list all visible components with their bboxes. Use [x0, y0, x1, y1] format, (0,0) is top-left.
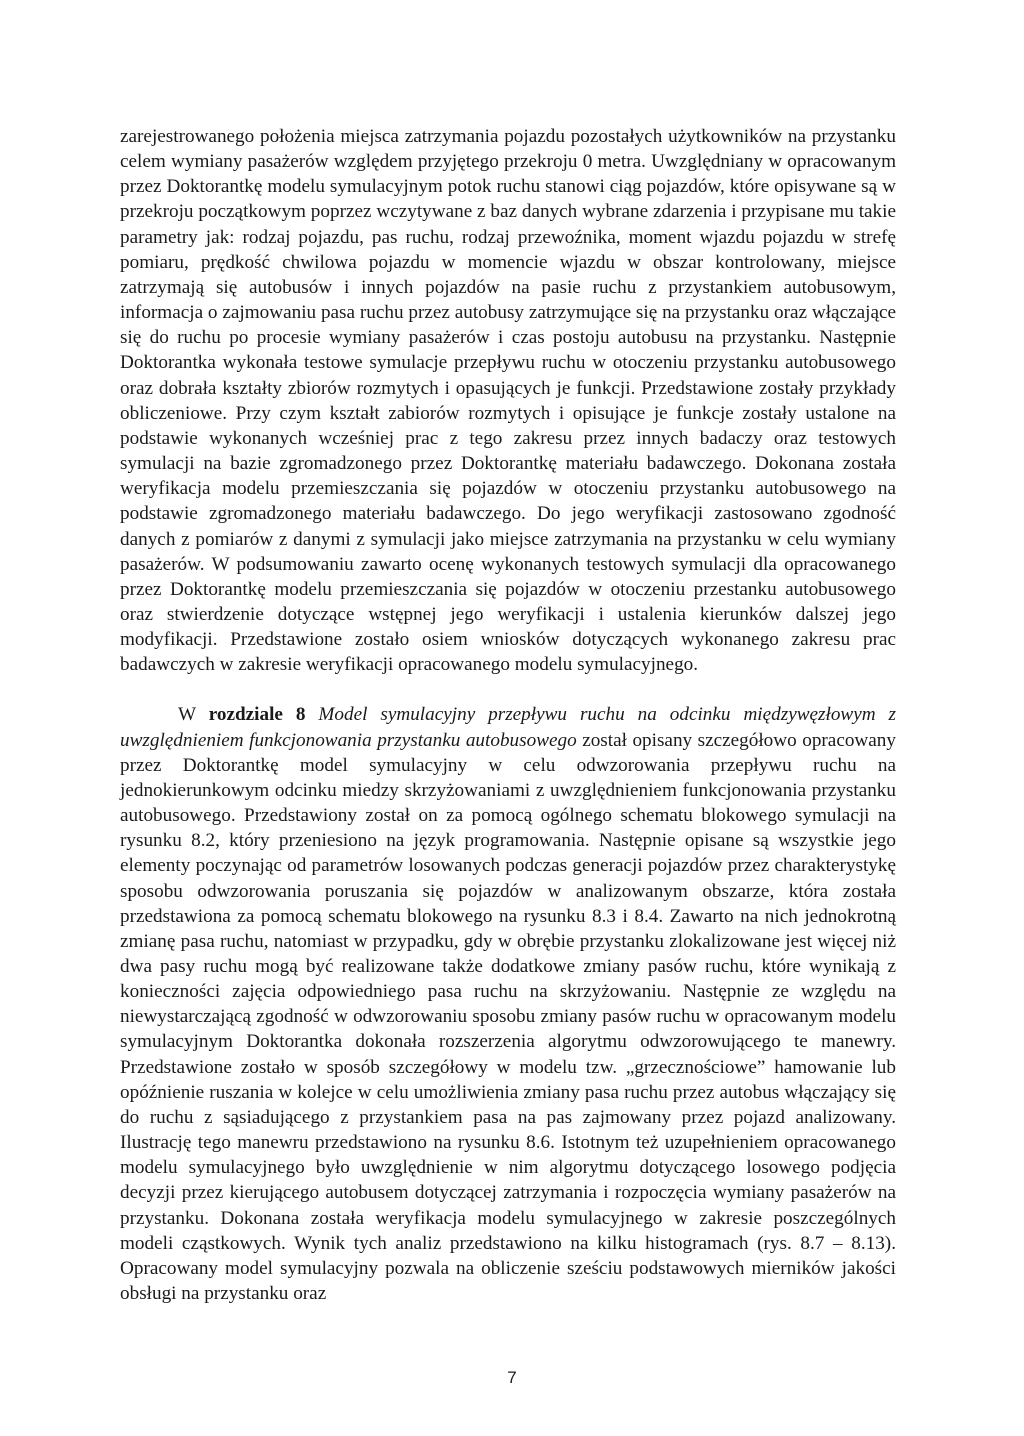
paragraph-1: zarejestrowanego położenia miejsca zatrzymania pojazdu pozostałych użytkowników na przystanku celem wymiany pasażerów względem przyjętego przekroju 0 metra. Uwzględniany w opracowanym przez Doktorantkę modelu symulacyjnym potok ruchu stanowi ciąg pojazdów, które opisywane są w przekroju początkowym poprzez wczytywane z baz danych wybrane zdarzenia i przypisane mu takie parametry jak: rodzaj pojazdu, pas ruchu, rodzaj przewoźnika, moment wjazdu pojazdu w strefę pomiaru, prędkość chwilowa pojazdu w momencie wjazdu w obszar kontrolowany, miejsce zatrzymają się autobusów i innych pojazdów na pasie ruchu z przystankiem autobusowym, informacja o zajmowaniu pasa ruchu przez autobusy zatrzymujące się na przystanku oraz włączające się do ruchu po procesie wymiany pasażerów i czas postoju autobusu na przystanku. Następnie Doktorantka wykonała testowe symulacje przepływu ruchu w otoczeniu przystanku autobusowego oraz dobrała kształty zbiorów rozmytych i opasujących je funkcji. Przedstawione zostały przykłady obliczeniowe. Przy czym kształt zabiorów rozmytych i opisujące je funkcje zostały ustalone na podstawie wykonanych wcześniej prac z tego zakresu przez innych badaczy oraz testowych symulacji na bazie zgromadzonego przez Doktorantkę materiału badawczego. Dokonana została weryfikacja modelu przemieszczania się pojazdów w otoczeniu przystanku autobusowego na podstawie zgromadzonego materiału badawczego. Do jego weryfikacji zastosowano zgodność danych z pomiarów z danymi z symulacji jako miejsce zatrzymania na przystanku w celu wymiany pasażerów. W podsumowaniu zawarto ocenę wykonanych testowych symulacji dla opracowanego przez Doktorantkę modelu przemieszczania się pojazdów w otoczeniu przestanku autobusowego oraz stwierdzenie dotyczące wstępnej jego weryfikacji i ustalenia kierunków dalszej jego modyfikacji. Przedstawione zostało osiem wniosków dotyczących wykonanego zakresu prac badawczych w zakresie weryfikacji opracowanego modelu symulacyjnego. [120, 126, 896, 676]
page-number: 7 [507, 1368, 517, 1387]
chapter-reference: rozdziale 8 [208, 704, 306, 726]
document-body [120, 124, 896, 1306]
paragraph-2-space [305, 704, 318, 725]
chapter-title: Model symulacyjny przepływu ruchu na odcinku międzywęzłowym z uwzględnieniem funkcjonowania przystanku autobusowego [120, 704, 897, 751]
paragraph-2 [120, 702, 896, 1306]
paragraph-2-text: został opisany szczegółowo opracowany przez Doktorantkę model symulacyjny w celu odwzorowania przepływu ruchu na jednokierunkowym odcinku miedzy skrzyżowaniami z uwzględnieniem funkcjonowania przystanku autobusowego. Przedstawiony został on za pomocą ogólnego schematu blokowego symulacji na rysunku 8.2, który przeniesiono na język programowania. Następnie opisane są wszystkie jego elementy poczynając od parametrów losowanych podczas generacji pojazdów przez charakterystykę sposobu odwzorowania poruszania się pojazdów w analizowanym obszarze, która została przedstawiona za pomocą schematu blokowego na rysunku 8.3 i 8.4. Zawarto na nich jednokrotną zmianę pasa ruchu, natomiast w przypadku, gdy w obrębie przystanku zlokalizowane jest więcej niż dwa pasy ruchu mogą być realizowane także dodatkowe zmiany pasów ruchu, które wynikają z konieczności zajęcia odpowiedniego pasa ruchu na skrzyżowaniu. Następnie ze względu na niewystarczającą zgodność w odwzorowaniu sposobu zmiany pasów ruchu w opracowanym modelu symulacyjnym Doktorantka dokonała rozszerzenia algorytmu odwzorowującego te manewry. Przedstawione zostało w sposób szczegółowy w modelu tzw. „grzecznościowe” hamowanie lub opóźnienie ruszania w kolejce w celu umożliwienia zmiany pasa ruchu przez autobus włączający się do ruchu z sąsiadującego z przystankiem pasa na pas zajmowany przez pojazd analizowany. Ilustrację tego manewru przedstawiono na rysunku 8.6. Istotnym też uzupełnieniem opracowanego modelu symulacyjnego było uwzględnienie w nim algorytmu dotyczącego losowego podjęcia decyzji przez kierującego autobusem dotyczącej zatrzymania i rozpoczęcia wymiany pasażerów na przystanku. Dokonana została weryfikacja modelu symulacyjnego w zakresie poszczególnych modeli cząstkowych. Wynik tych analiz przedstawiono na kilku histogramach (rys. 8.7 – 8.13). Opracowany model symulacyjny pozwala na obliczenie sześciu podstawowych mierników jakości obsługi na przystanku oraz [120, 729, 896, 1305]
paragraph-2-prefix: W [178, 704, 209, 726]
